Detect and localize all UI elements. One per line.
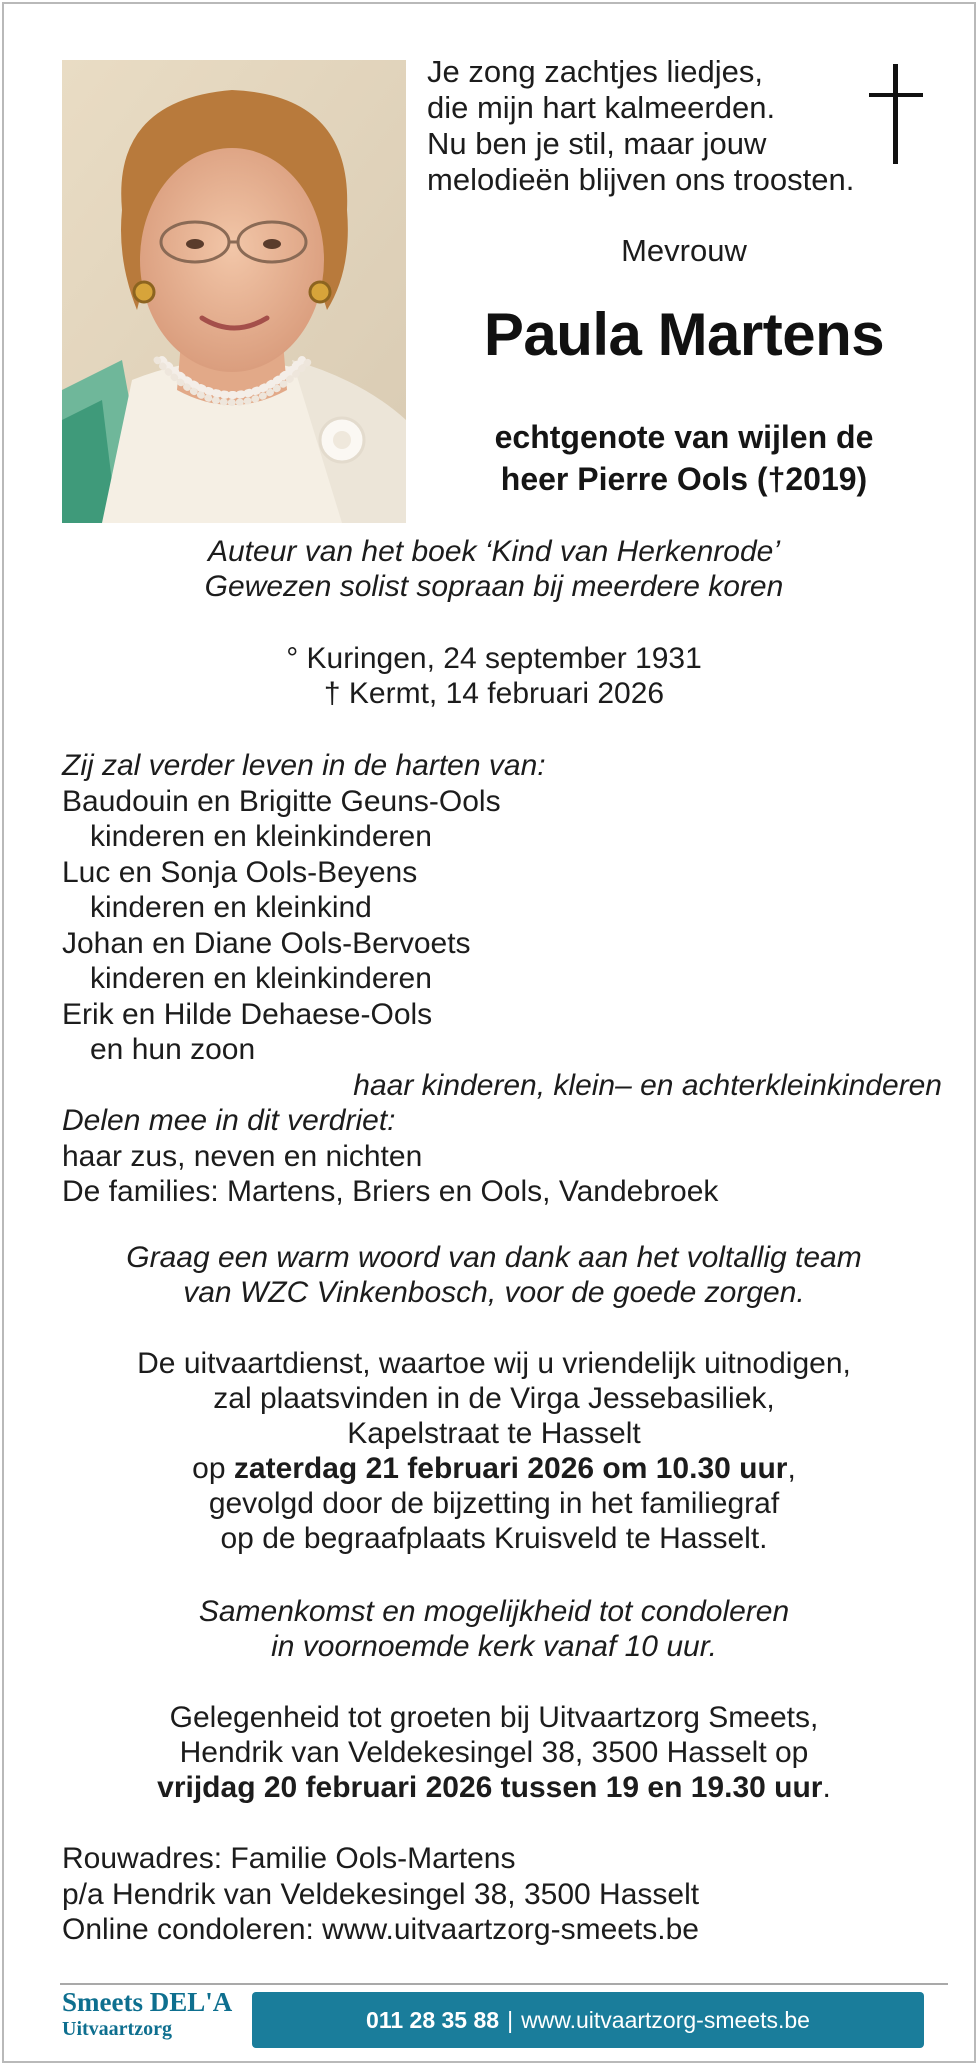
service-prefix: op [192,1452,234,1485]
service-line: Kapelstraat te Hasselt [347,1417,641,1450]
spouse-info [414,416,954,500]
gathering-line: in voornoemde kerk vanaf 10 uur. [271,1630,717,1663]
service-line: De uitvaartdienst, waartoe wij u vriendelijk uitnodigen, [137,1347,851,1380]
gathering-line: Samenkomst en mogelijkheid tot condoleren [198,1595,790,1628]
family-entry: kinderen en kleinkinderen [90,962,432,995]
bio-line: Gewezen solist sopraan bij meerdere koren [204,570,784,603]
poem-line: die mijn hart kalmeerden. [427,90,776,125]
portrait-illustration [62,60,406,523]
deceased-name: Paula Martens [483,301,885,368]
contact-separator: | [507,2006,514,2033]
phone-number[interactable]: 011 28 35 88 [366,2006,500,2033]
family-entry: Erik en Hilde Dehaese-Ools [62,997,433,1031]
spouse-line: echtgenote van wijlen de [494,419,874,455]
honorific: Mevrouw [621,233,747,268]
footer-divider [60,1983,948,1985]
share-line: De families: Martens, Briers en Ools, Vandebroek [62,1175,719,1208]
family-entry: Johan en Diane Ools-Bervoets [62,926,471,960]
family-list [62,748,942,1210]
contact-bar [252,1992,924,2048]
bio [44,534,944,604]
funeral-home-logo [62,1987,262,2057]
poem-line: Je zong zachtjes liedjes, [427,54,764,89]
family-entry: en hun zoon [90,1033,256,1066]
thanks-line: van WZC Vinkenbosch, voor de goede zorgen. [183,1276,805,1309]
thanks [44,1240,944,1310]
service-suffix: , [787,1452,796,1485]
service-datetime: zaterdag 21 februari 2026 om 10.30 uur [233,1452,788,1485]
bio-line: Auteur van het boek ‘Kind van Herkenrode’ [207,535,781,568]
thanks-line: Graag een warm woord van dank aan het voltallig team [126,1241,862,1274]
brand-subtitle: Uitvaartzorg [62,2018,172,2040]
death-date: † Kermt, 14 februari 2026 [323,677,665,710]
family-entry: Luc en Sonja Ools-Beyens [62,855,418,889]
service-line: gevolgd door de bijzetting in het familiegraf [208,1487,780,1520]
greeting-datetime: vrijdag 20 februari 2026 tussen 19 en 19.30 uur [157,1771,823,1804]
family-summary: haar kinderen, klein– en achterkleinkinderen [353,1068,942,1102]
birth-date: ° Kuringen, 24 september 1931 [286,642,702,675]
cross-icon [864,64,928,164]
greeting-suffix: . [822,1771,831,1804]
address-line: Rouwadres: Familie Ools-Martens [62,1842,516,1875]
poem-line: melodieën blijven ons troosten. [427,162,855,197]
poem-line: Nu ben je stil, maar jouw [427,126,767,161]
life-dates [44,641,944,711]
poem [427,54,857,198]
website-link[interactable]: www.uitvaartzorg-smeets.be [521,2006,810,2033]
share-line: haar zus, neven en nichten [62,1139,423,1173]
mourning-address [62,1841,942,1948]
service-line: op de begraafplaats Kruisveld te Hasselt. [220,1522,768,1555]
share-intro: Delen mee in dit verdriet: [62,1104,396,1137]
greeting-line: Gelegenheid tot groeten bij Uitvaartzorg Smeets, [169,1701,819,1734]
obituary-card [2,2,976,2063]
greeting [44,1700,944,1805]
funeral-service [44,1346,944,1556]
address-line: p/a Hendrik van Veldekesingel 38, 3500 Hasselt [62,1877,700,1911]
family-entry: Baudouin en Brigitte Geuns-Ools [62,784,501,818]
gathering [44,1594,944,1664]
family-entry: kinderen en kleinkinderen [90,820,432,853]
spouse-line: heer Pierre Ools (†2019) [500,461,868,497]
greeting-date-line [44,1770,944,1805]
family-intro: Zij zal verder leven in de harten van: [62,749,546,782]
family-entry: kinderen en kleinkind [90,891,372,924]
brand-name: Smeets DEL'A [62,1987,233,2017]
address-line[interactable]: Online condoleren: www.uitvaartzorg-smeets.be [62,1913,699,1946]
service-date-line [44,1451,944,1486]
portrait-photo [62,60,406,523]
service-line: zal plaatsvinden in de Virga Jessebasiliek, [213,1382,775,1415]
greeting-line: Hendrik van Veldekesingel 38, 3500 Hasselt op [179,1736,809,1769]
